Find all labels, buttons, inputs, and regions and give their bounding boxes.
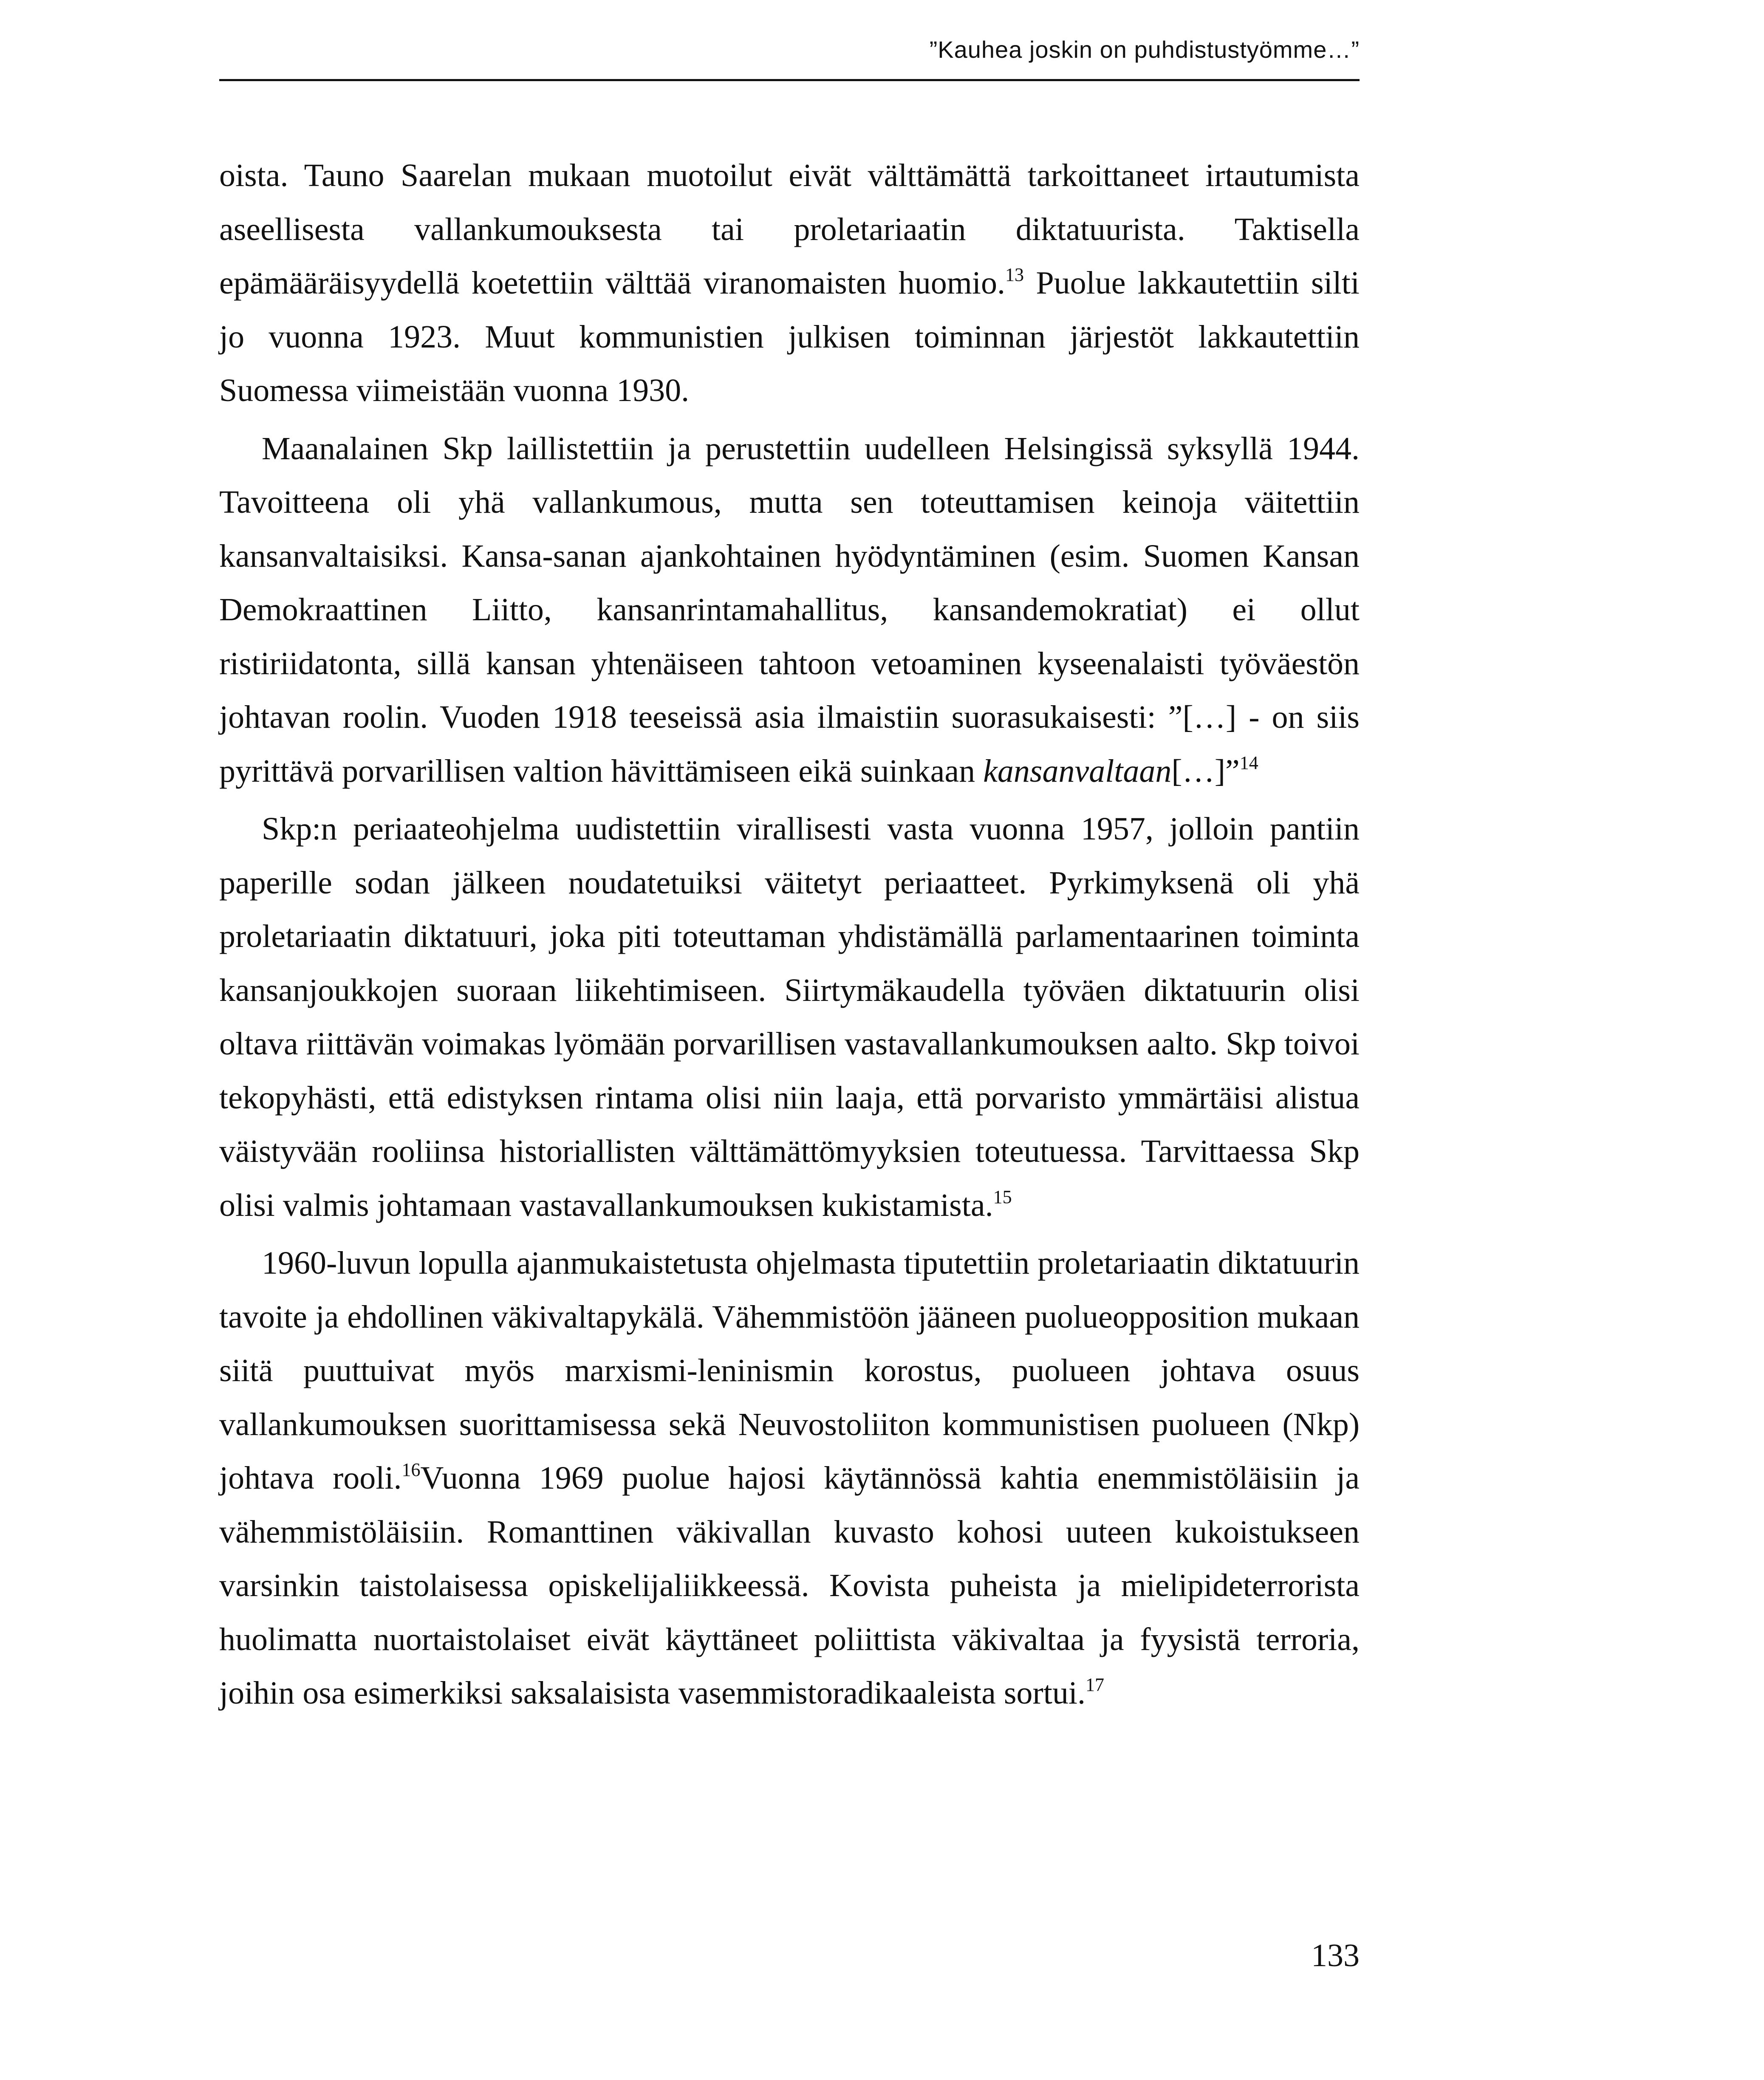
body-text [219, 149, 1360, 1720]
paragraph-2-italic: kansanvaltaan [983, 753, 1172, 789]
paragraph-3 [219, 802, 1360, 1232]
paragraph-2-text-cont: […]” [1171, 753, 1240, 789]
running-header: ”Kauhea joskin on puhdistustyömme…” [929, 36, 1360, 63]
footnote-ref-15: 15 [993, 1186, 1012, 1207]
paragraph-4-text: 1960-luvun lopulla ajanmukaistetusta ohjelmasta tiputettiin proletariaatin diktatuurin tavoite ja ehdollinen väkivaltapykälä. Vähemmistöön jääneen puolueopposition mukaan siitä puuttuivat myös marxismi-leninismin korostus, puolueen johtava osuus vallankumouksen suorittamisessa sekä Neuvostoliiton kommunistisen puolueen (Nkp) johtava rooli. [219, 1245, 1360, 1496]
paragraph-3-text: Skp:n periaateohjelma uudistettiin virallisesti vasta vuonna 1957, jolloin pantiin paperille sodan jälkeen noudatetuiksi väitetyt periaatteet. Pyrkimyksenä oli yhä proletariaatin diktatuuri, joka piti toteuttaman yhdistämällä parlamentaarinen toiminta kansanjoukkojen suoraan liikehtimiseen. Siirtymäkaudella työväen diktatuurin olisi oltava riittävän voimakas lyömään porvarillisen vastavallankumouksen aalto. Skp toivoi tekopyhästi, että edistyksen rintama olisi niin laaja, että porvaristo ymmärtäisi alistua väistyvään rooliinsa historiallisten välttämättömyyksien toteutuessa. Tarvittaessa Skp olisi valmis johtamaan vastavallankumouksen kukistamista. [219, 811, 1360, 1223]
footnote-ref-16: 16 [401, 1459, 421, 1480]
paragraph-1-text-cont: Puolue lakkautettiin silti jo vuonna 1923. Muut kommunistien julkisen toiminnan järjestöt lakkautettiin Suomessa viimeistään vuonna 1930. [219, 265, 1360, 408]
header-rule [219, 79, 1360, 81]
paragraph-1 [219, 149, 1360, 418]
page-number: 133 [1311, 1938, 1360, 1973]
paragraph-4-text-cont: Vuonna 1969 puolue hajosi käytännössä kahtia enemmistöläisiin ja vähemmistöläisiin. Romanttinen väkivallan kuvasto kohosi uuteen kukoistukseen varsinkin taistolaisessa opiskelijaliikkeessä. Kovista puheista ja mielipideterrorista huolimatta nuortaistolaiset eivät käyttäneet poliittista väkivaltaa ja fyysistä terroria, joihin osa esimerkiksi saksalaisista vasemmistoradikaaleista sortui. [219, 1460, 1360, 1711]
paragraph-2 [219, 422, 1360, 798]
footnote-ref-17: 17 [1085, 1674, 1104, 1695]
paragraph-4 [219, 1236, 1360, 1720]
paragraph-2-text: Maanalainen Skp laillistettiin ja perustettiin uudelleen Helsingissä syksyllä 1944. Tavoitteena oli yhä vallankumous, mutta sen toteuttamisen keinoja väitettiin kansanvaltaisiksi. Kansa-sanan ajankohtainen hyödyntäminen (esim. Suomen Kansan Demokraattinen Liitto, kansanrintamahallitus, kansandemokratiat) ei ollut ristiriidatonta, sillä kansan yhtenäiseen tahtoon vetoaminen kyseenalaisti työväestön johtavan roolin. Vuoden 1918 teeseissä asia ilmaistiin suorasukaisesti: ”[…] - on siis pyrittävä porvarillisen valtion hävittämiseen eikä suinkaan [219, 430, 1360, 789]
paragraph-1-text: oista. Tauno Saarelan mukaan muotoilut eivät välttämättä tarkoittaneet irtautumista aseellisesta vallankumouksesta tai proletariaatin diktatuurista. Taktisella epämääräisyydellä koetettiin välttää viranomaisten huomio. [219, 158, 1360, 301]
footnote-ref-13: 13 [1005, 264, 1024, 285]
footnote-ref-14: 14 [1239, 752, 1258, 773]
